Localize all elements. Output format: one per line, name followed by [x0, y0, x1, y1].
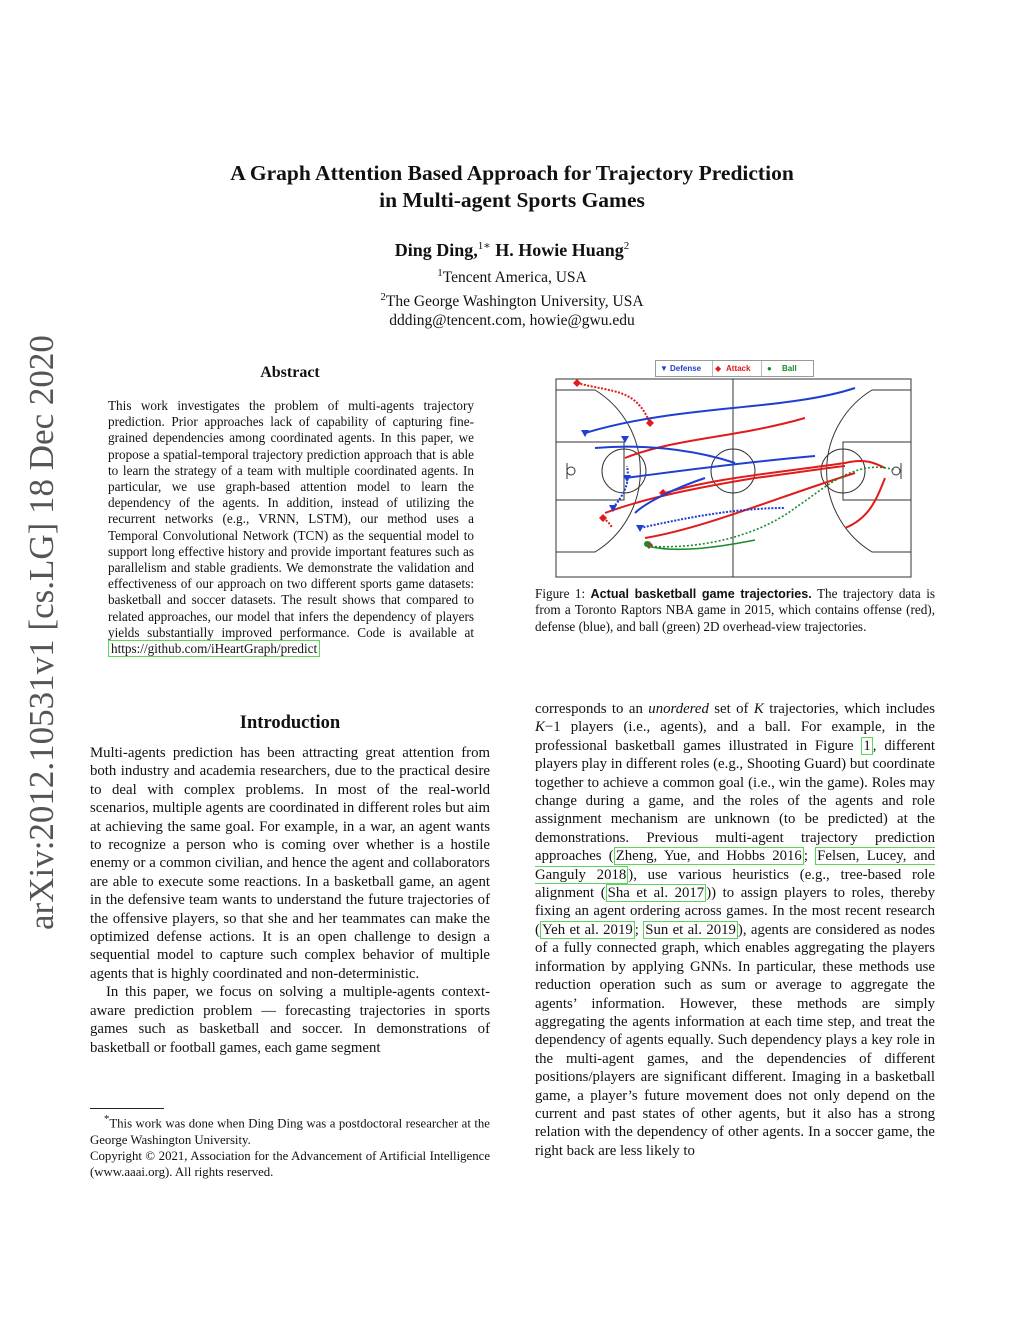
caption-rest: The trajectory data is from a Toronto Raptors NBA game in 2015, which contains offense (red), defense (blue), and ball (green) 2D overhead-view trajectories.	[535, 586, 935, 634]
intro-paragraph-2: In this paper, we focus on solving a multiple-agents context-aware prediction problem — forecasting trajectories in sports games such as basketball and soccer. In demonstrations of basketball or football games, each game segment	[90, 984, 490, 1056]
right-three-point-arc	[827, 390, 911, 552]
author-names	[0, 235, 1024, 262]
citation-sha[interactable]: Sha et al. 2017	[607, 885, 705, 902]
math-minus-one: −1	[544, 719, 561, 736]
text-emph: unordered	[648, 701, 709, 717]
copyright-note: Copyright © 2021, Association for the Advancement of Artificial Intelligence (www.aaai.org). All rights reserved.	[90, 1149, 490, 1180]
aff-1-sup: 1	[437, 267, 443, 279]
text-seg: )) to assign players to roles, thereby fixing an agent ordering across games. In the most recent research (	[535, 885, 935, 938]
citation-yeh[interactable]: Yeh et al. 2019	[541, 921, 633, 938]
text-seg: ), use various heuristics (e.g., tree-based role alignment (	[535, 866, 935, 902]
abstract-text: This work investigates the problem of multi-agents trajectory prediction. Prior approaches lack of capability of capturing fine-grained dependencies among coordinated agents. In this paper, we propose a spatial-temporal trajectory prediction approach that is able to learn the strategy of a team with multiple coordinated agents. In particular, we use graph-based attention model to learn the dependency of the agents. In addition, instead of utilizing the recurrent networks (e.g., VRNN, LSTM), our method uses a Temporal Convolutional Network (TCN) as the sequential model to support long effective history and provide important features such as parallelism and stable gradients. We demonstrate the validation and effectiveness of our approach on two different sports game datasets: basketball and soccer datasets. The result shows that compared to related approaches, our model that infers the dependency of players yields substantially improved performance. Code is available at	[108, 398, 474, 640]
caption-prefix: Figure 1:	[535, 586, 586, 601]
citation-zheng[interactable]: Zheng, Yue, and Hobbs 2016	[615, 848, 802, 865]
footnote-1-text: This work was done when Ding Ding was a postdoctoral researcher at the George Washington University.	[90, 1116, 490, 1147]
author-1: Ding Ding,	[394, 240, 478, 260]
abstract-body	[108, 398, 474, 657]
figure-caption	[535, 586, 935, 635]
aff-1-text: Tencent America, USA	[442, 269, 587, 287]
author-2-sup: 2	[623, 240, 630, 252]
text-seg: trajectories, which includes	[769, 701, 936, 717]
attack-markers	[573, 379, 667, 549]
text-seg: , different players play in different roles (e.g., Shooting Guard) but coordinate together to achieve a common goal (i.e., win the game). Roles may change during a game, and the roles of the agents and role assignment mechanism are unknown (to be predicted) at the demonstrations. Previous multi-agent trajectory prediction approaches (	[535, 737, 935, 865]
paper-title	[0, 160, 1024, 214]
attack-marker-icon: ◆	[715, 364, 722, 373]
defense-marker-icon: ▼	[660, 364, 668, 373]
legend-ball: Ball	[782, 364, 797, 373]
text-seg: ;	[634, 921, 639, 938]
caption-bold: Actual basketball game trajectories.	[590, 587, 812, 601]
text-seg: ), agents are considered as nodes of a fully connected graph, which enables aggregating the players information by applying GNNs. In particular, these methods use reduction operation such as sum or average to aggregate the agents’ information. However, these methods are simply aggregating the agents information at each time step, and treat the dependency of agents equally. Such dependency plays a key role in the multi-agent games, and the dependencies of different positions/players are significant different. Imaging in a basketball game, a player’s future movement does not only depend on the current and past states of other agents, but it also has a strong relation with the dependency of other agents. In a soccer game, the right back are less likely to	[535, 921, 936, 1159]
footnote-1	[90, 1112, 490, 1148]
arxiv-sidebar: arXiv:2012.10531v1 [cs.LG] 18 Dec 2020	[22, 335, 61, 930]
intro-paragraph-1: Multi-agents prediction has been attracting great attention from both industry and academia researchers, due to the practical desire to deal with complex problems. In most of the real-world scenarios, multiple agents are coordinated in different roles but aim at achieving the same goal. For example, in a war, an agent wants to recognize a person who is coming over whether is a hostile enemy or a common civilian, and hence the agent and collaborators are able to execute some reactions. In a basketball game, an agent in the defensive team wants to understand the future trajectories of the offensive players, so that she and her teammates can make the optimized defense actions. It is an open challenge to design a sequential model to capture such complex behavior of multiple agents that is highly coordinated and non-deterministic.	[90, 745, 490, 982]
basketball-court-figure	[555, 378, 913, 580]
text-seg: corresponds to an	[535, 701, 643, 717]
footnote-1-sup: *	[104, 1114, 110, 1125]
footnotes	[90, 1112, 490, 1181]
title-line-1: A Graph Attention Based Approach for Trajectory Prediction	[230, 161, 794, 185]
attack-trajectories	[577, 383, 885, 538]
citation-sun[interactable]: Sun et al. 2019	[645, 921, 736, 938]
right-column-body	[535, 700, 935, 1160]
left-paint	[556, 442, 624, 500]
affiliation-1	[0, 264, 1024, 288]
introduction-heading: Introduction	[239, 713, 341, 733]
code-link[interactable]: https://github.com/iHeartGraph/predict	[108, 640, 320, 657]
legend-attack: Attack	[726, 364, 751, 373]
aff-2-sup: 2	[380, 290, 386, 303]
footnote-rule	[90, 1108, 164, 1109]
text-seg: set of	[714, 701, 749, 717]
citation-felsen[interactable]: Felsen, Lucey, and Ganguly 2018	[535, 848, 936, 883]
left-three-point-arc	[556, 390, 640, 552]
figure-legend	[655, 360, 814, 377]
ball-marker-icon: ●	[767, 364, 772, 373]
authors-block	[0, 235, 1024, 331]
author-emails: ddding@tencent.com, howie@gwu.edu	[389, 312, 635, 330]
aff-2-text: The George Washington University, USA	[385, 292, 644, 310]
introduction-body	[90, 744, 490, 1057]
author-1-sup: 1∗	[477, 240, 491, 252]
math-k: K	[753, 701, 764, 717]
affiliation-2	[0, 288, 1024, 312]
figure-ref-link[interactable]: 1	[863, 737, 871, 754]
ball-trajectory	[647, 467, 895, 549]
author-2: H. Howie Huang	[495, 240, 624, 260]
title-line-2: in Multi-agent Sports Games	[379, 188, 645, 212]
text-seg: ;	[803, 848, 808, 865]
text-seg: players (i.e., agents), and a ball. For example, in the professional basketball games illustrated in Figure	[535, 719, 935, 754]
abstract-heading: Abstract	[260, 364, 320, 381]
math-k: K	[535, 719, 545, 736]
ball-marker	[644, 541, 650, 547]
legend-defense: Defense	[670, 364, 702, 373]
defense-markers	[581, 430, 644, 532]
